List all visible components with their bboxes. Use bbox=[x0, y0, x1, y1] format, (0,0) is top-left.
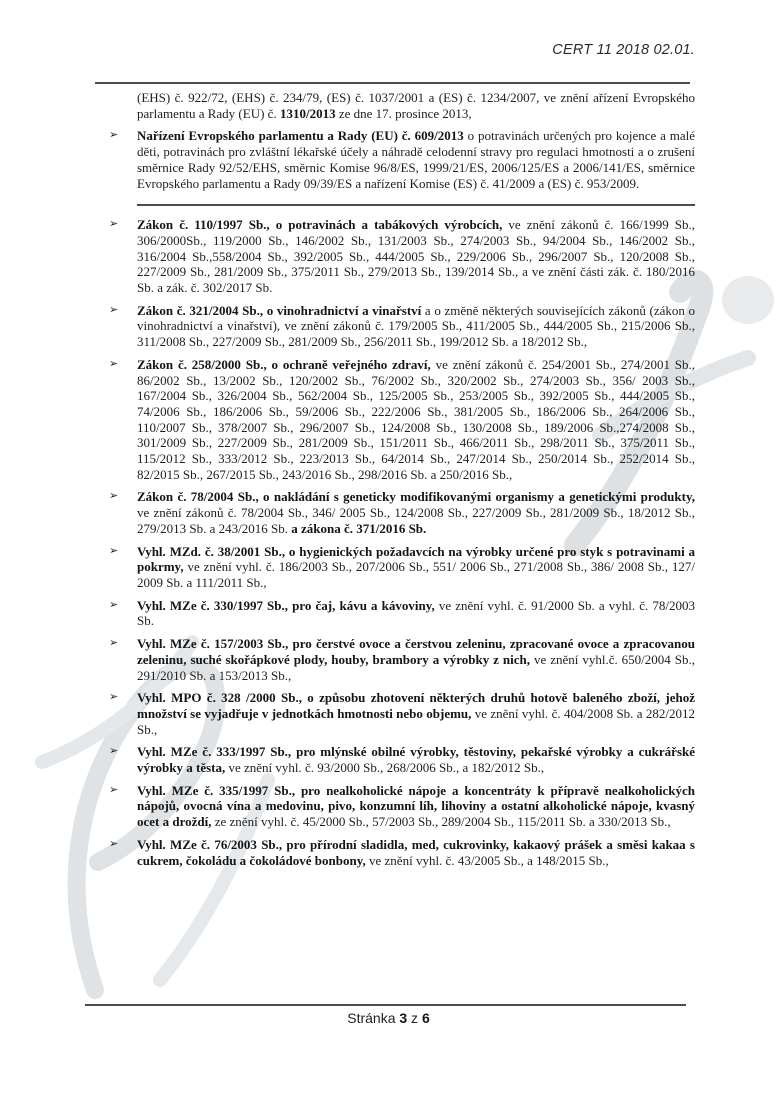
item-text: Zákon č. 258/2000 Sb., o ochraně veřejného zdraví, ve znění zákonů č. 254/2001 Sb., 274/2001 Sb., 86/2002 Sb., 13/2002 Sb., 120/2002 Sb., 76/2002 Sb., 320/2002 Sb., 274/2003 Sb., 356/ 2003 Sb., 167/2004 Sb., 326/2004 Sb., 562/2004 Sb., 125/2005 Sb., 253/2005 Sb., 392/2005 Sb., 444/2005 Sb., 74/2006 Sb., 186/2006 Sb., 59/2006 Sb., 222/2006 Sb., 381/2005 Sb., 186/2006 Sb., 264/2006 Sb., 110/2007 Sb., 378/2007 Sb., 296/2007 Sb., 124/2008 Sb., 130/2008 Sb., 189/2006 Sb.,274/2008 Sb., 301/2009 Sb., 227/2009 Sb., 281/2009 Sb., 151/2011 Sb., 466/2011 Sb., 298/2011 Sb., 375/2011 Sb., 115/2012 Sb., 333/2012 Sb., 223/2013 Sb., 64/2014 Sb., 247/2014 Sb., 250/2014 Sb., 252/2014 Sb., 82/2015 Sb., 267/2015 Sb., 243/2016 Sb., 298/2016 Sb. a 250/2016 Sb., bbox=[137, 356, 695, 482]
list-item bbox=[109, 128, 695, 191]
bullet-arrow-icon: ➢ bbox=[109, 218, 119, 231]
footer-divider bbox=[85, 1004, 686, 1006]
page-number: Stránka 3 z 6 bbox=[347, 1010, 430, 1026]
bullet-arrow-icon: ➢ bbox=[109, 691, 119, 704]
document-code: CERT 11 2018 02.01. bbox=[552, 42, 695, 58]
item-text: Vyhl. MPO č. 328 /2000 Sb., o způsobu zhotovení některých druhů hotově baleného zboží, jehož množství se vyjadřuje v jednotkách hmotnosti nebo objemu, ve znění vyhl. č. 404/2008 Sb. a 282/2012 Sb., bbox=[137, 690, 696, 737]
list-item bbox=[109, 302, 695, 350]
bullet-arrow-icon: ➢ bbox=[109, 544, 119, 557]
header-divider bbox=[95, 82, 690, 84]
bullet-arrow-icon: ➢ bbox=[109, 357, 119, 370]
list-item bbox=[109, 744, 695, 776]
section-divider bbox=[137, 204, 695, 206]
item-text: Vyhl. MZe č. 330/1997 Sb., pro čaj, kávu a kávoviny, ve znění vyhl. č. 91/2000 Sb. a vyhl. č. 78/2003 Sb. bbox=[137, 597, 695, 629]
list-item bbox=[109, 690, 696, 737]
bullet-arrow-icon: ➢ bbox=[109, 490, 119, 503]
bullet-arrow-icon: ➢ bbox=[109, 745, 119, 758]
bullet-arrow-icon: ➢ bbox=[109, 783, 119, 796]
bullet-arrow-icon: ➢ bbox=[109, 837, 119, 850]
list-item bbox=[109, 489, 695, 536]
intro-paragraph: (EHS) č. 922/72, (EHS) č. 234/79, (ES) č. 1037/2001 a (ES) č. 1234/2007, ve znění ařízení Evropského parlamentu a Rady (EU) č. 1310/2013 ze dne 17. prosince 2013, bbox=[137, 90, 695, 121]
item-text: Vyhl. MZe č. 76/2003 Sb., pro přírodní sladidla, med, cukrovinky, kakaový prášek a směsi kakaa s cukrem, čokoládu a čokoládové bonbony, ve znění vyhl. č. 43/2005 Sb., a 148/2015 Sb., bbox=[137, 836, 695, 868]
list-item bbox=[109, 836, 695, 868]
item-text: Zákon č. 110/1997 Sb., o potravinách a tabákových výrobcích, ve znění zákonů č. 166/1999 Sb., 306/2000Sb., 119/2000 Sb., 146/2002 Sb., 131/2003 Sb., 274/2003 Sb., 94/2004 Sb., 146/2002 Sb., 316/2004 Sb.,558/2004 Sb., 392/2005 Sb., 444/2005 Sb., 229/2006 Sb., 296/2007 Sb., 120/2008 Sb., 227/2009 Sb., 281/2009 Sb., 375/2011 Sb., 279/2013 Sb., 139/2014 Sb., a ve znění části zák. č. 180/2016 Sb. a zák. č. 302/2017 Sb. bbox=[137, 217, 695, 296]
bullet-arrow-icon: ➢ bbox=[109, 303, 119, 316]
item-text: Vyhl. MZd. č. 38/2001 Sb., o hygienických požadavcích na výrobky určené pro styk s potravinami a pokrmy, ve znění vyhl. č. 186/2003 Sb., 207/2006 Sb., 551/ 2006 Sb., 271/2008 Sb., 386/ 2008 Sb., 127/ 2009 Sb. a 111/2011 Sb., bbox=[137, 543, 695, 590]
list-item bbox=[109, 543, 695, 591]
list-item bbox=[109, 636, 695, 683]
item-text: Vyhl. MZe č. 335/1997 Sb., pro nealkoholické nápoje a koncentráty k přípravě nealkoholických nápojů, ovocná vína a medovinu, pivo, konzumní líh, lihoviny a ostatní alkoholické nápoje, kvasný ocet a droždí, ze znění vyhl. č. 45/2000 Sb., 57/2003 Sb., 289/2004 Sb., 115/2011 Sb. a 330/2013 Sb., bbox=[137, 782, 695, 830]
item-text: Vyhl. MZe č. 333/1997 Sb., pro mlýnské obilné výrobky, těstoviny, pekařské výrobky a cukrářské výrobky a těsta, ve znění vyhl. č. 93/2000 Sb., 268/2006 Sb., a 182/2012 Sb., bbox=[137, 744, 695, 776]
item-text: Zákon č. 321/2004 Sb., o vinohradnictví a vinařství a o změně některých souvisejících zákonů (zákon o vinohradnictví a vinařství), ve znění zákonů č. 179/2005 Sb., 411/2005 Sb., 444/2005 Sb., 215/2006 Sb., 311/2008 Sb., 227/2009 Sb., 281/2009 Sb., 256/2011 Sb., 199/2012 Sb. a 18/2012 Sb., bbox=[137, 302, 695, 350]
list-item bbox=[109, 356, 695, 483]
item-text: Nařízení Evropského parlamentu a Rady (EU) č. 609/2013 o potravinách určených pro kojence a malé děti, potravinách pro zvláštní lékařské účely a náhradě celodenní stravy pro regulaci hmotnosti a o zrušení směrnice Rady 92/52/EHS, směrnic Komise 96/8/ES, 1999/21/ES, 2006/125/ES a 2006/141/ES, směrnice Evropského parlamentu a Rady 09/39/ES a nařízení Komise (ES) č. 41/2009 a (ES) č. 953/2009. bbox=[137, 128, 695, 191]
list-item bbox=[109, 217, 695, 296]
list-item bbox=[109, 597, 695, 629]
list-item bbox=[109, 782, 695, 830]
law-list bbox=[109, 128, 696, 868]
bullet-arrow-icon: ➢ bbox=[109, 129, 119, 142]
item-text: Vyhl. MZe č. 157/2003 Sb., pro čerstvé ovoce a čerstvou zeleninu, zpracované ovoce a zpracovanou zeleninu, suché skořápkové plody, houby, brambory a výrobky z nich, ve znění vyhl.č. 650/2004 Sb., 291/2010 Sb. a 153/2013 Sb., bbox=[137, 636, 695, 683]
document-body bbox=[109, 90, 696, 875]
bullet-arrow-icon: ➢ bbox=[109, 598, 119, 611]
bullet-arrow-icon: ➢ bbox=[109, 637, 119, 650]
item-text: Zákon č. 78/2004 Sb., o nakládání s geneticky modifikovanými organismy a genetickými produkty, ve znění zákonů č. 78/2004 Sb., 346/ 2005 Sb., 124/2008 Sb., 227/2009 Sb., 281/2009 Sb., 18/2012 Sb., 279/2013 Sb. a 243/2016 Sb. a zákona č. 371/2016 Sb. bbox=[137, 489, 695, 536]
